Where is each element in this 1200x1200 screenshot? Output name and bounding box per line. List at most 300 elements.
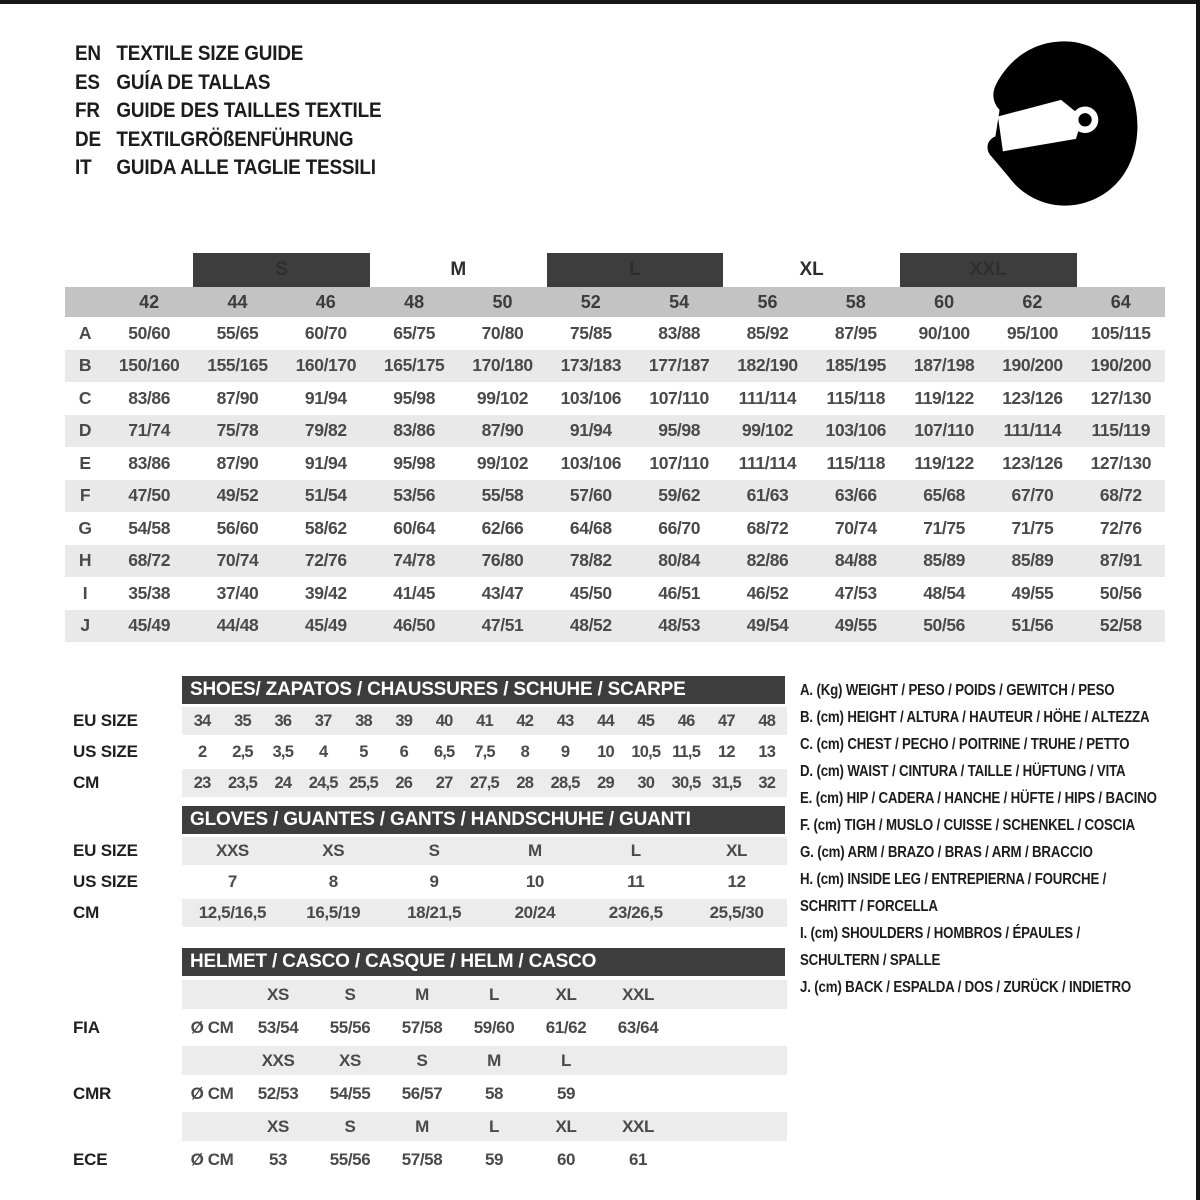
size-table-row bbox=[65, 545, 1165, 578]
size-value: 103/106 bbox=[560, 452, 622, 473]
size-value: 80/84 bbox=[635, 545, 723, 578]
size-value: 71/74 bbox=[105, 415, 193, 448]
size-value: 47/50 bbox=[105, 480, 193, 513]
size-value: 115/118 bbox=[826, 387, 886, 408]
size-value: 44/48 bbox=[193, 610, 281, 643]
size-value: 83/88 bbox=[658, 322, 701, 343]
shoe-size-value: 42 bbox=[505, 707, 545, 735]
helmet-size-value: 63/64 bbox=[617, 1017, 659, 1037]
helmet-size-header: S bbox=[314, 980, 386, 1009]
glove-size-value: 18/21,5 bbox=[384, 899, 485, 927]
helmet-size-header: XS bbox=[242, 1112, 314, 1141]
size-column-header: 56 bbox=[723, 287, 811, 317]
size-value: 91/94 bbox=[304, 387, 347, 408]
language-code: EN bbox=[75, 42, 101, 66]
size-value: 63/66 bbox=[812, 480, 900, 513]
shoe-size-value: 36 bbox=[263, 707, 303, 735]
legend-item bbox=[800, 758, 1200, 785]
size-value: 87/91 bbox=[1077, 545, 1165, 578]
shoe-size-value: 4 bbox=[318, 742, 328, 761]
size-value: 127/130 bbox=[1090, 387, 1152, 408]
shoe-size-value: 26 bbox=[384, 769, 424, 797]
size-value: 60/70 bbox=[304, 322, 347, 343]
sub-table-row bbox=[65, 769, 787, 797]
size-value: 105/115 bbox=[1091, 322, 1151, 343]
size-value: 47/51 bbox=[458, 610, 546, 643]
legend-item bbox=[800, 785, 1200, 812]
language-row bbox=[75, 40, 381, 69]
shoe-size-value: 8 bbox=[520, 742, 529, 761]
size-value: 107/110 bbox=[649, 452, 709, 473]
helmet-size-header: XS bbox=[314, 1046, 386, 1075]
size-value: 84/88 bbox=[812, 545, 900, 578]
size-table-row bbox=[65, 447, 1165, 480]
size-value: 50/60 bbox=[128, 322, 171, 343]
shoe-size-value: 6 bbox=[399, 742, 408, 761]
size-value: 55/58 bbox=[458, 480, 546, 513]
size-column-header: 60 bbox=[900, 287, 988, 317]
row-label: ECE bbox=[65, 1145, 182, 1174]
table-title-bar: GLOVES / GUANTES / GANTS / HANDSCHUHE / GUANTI bbox=[182, 806, 785, 834]
language-code: FR bbox=[75, 99, 100, 123]
size-value: 70/74 bbox=[834, 517, 877, 538]
legend-line: F. (cm) TIGH / MUSLO / CUISSE / SCHENKEL / COSCIA bbox=[800, 817, 1136, 834]
helmet-size-header: L bbox=[458, 1112, 530, 1141]
size-value: 87/90 bbox=[458, 415, 546, 448]
language-row bbox=[75, 97, 381, 126]
size-value: 82/86 bbox=[723, 545, 811, 578]
size-value: 103/106 bbox=[812, 415, 900, 448]
shoe-size-value: 23,5 bbox=[222, 769, 262, 797]
glove-size-value: XXS bbox=[182, 837, 283, 865]
size-value: 65/68 bbox=[900, 480, 988, 513]
shoe-size-value: 24,5 bbox=[303, 769, 343, 797]
legend-line: J. (cm) BACK / ESPALDA / DOS / ZURÜCK / INDIETRO bbox=[800, 979, 1132, 996]
helmet-size-value: 55/56 bbox=[329, 1149, 371, 1169]
row-label bbox=[65, 1046, 182, 1075]
row-label: CM bbox=[65, 899, 182, 927]
language-row bbox=[75, 69, 381, 98]
size-value: 49/55 bbox=[1011, 582, 1054, 603]
row-letter: F bbox=[65, 480, 105, 513]
size-value: 48/52 bbox=[547, 610, 635, 643]
helmet-size-header: XXL bbox=[602, 980, 674, 1009]
unit-cell bbox=[182, 1112, 242, 1141]
sub-table-row bbox=[65, 868, 787, 896]
size-band-XXL: XXL bbox=[900, 253, 1077, 287]
shoe-size-value: 2 bbox=[197, 742, 207, 761]
size-value: 58/62 bbox=[304, 517, 347, 538]
table-title-bar: HELMET / CASCO / CASQUE / HELM / CASCO bbox=[182, 948, 785, 976]
size-value: 99/102 bbox=[723, 415, 811, 448]
size-value: 115/118 bbox=[826, 452, 886, 473]
sub-table-row bbox=[65, 1079, 787, 1108]
helmet-size-value: 57/58 bbox=[401, 1149, 443, 1169]
size-band-XL: XL bbox=[799, 259, 824, 280]
row-letter: B bbox=[65, 350, 105, 383]
unit-cell: Ø CM bbox=[190, 1017, 234, 1037]
row-letter: E bbox=[79, 452, 91, 473]
shoe-size-value: 31,5 bbox=[706, 769, 746, 797]
row-letter: A bbox=[78, 322, 92, 343]
size-value: 85/89 bbox=[900, 545, 988, 578]
page-right-border bbox=[1196, 0, 1200, 1200]
size-column-header: 54 bbox=[635, 287, 723, 317]
shoe-size-value: 27 bbox=[424, 769, 464, 797]
size-column-header: 44 bbox=[193, 287, 281, 317]
legend-item bbox=[800, 920, 1200, 974]
size-value: 75/78 bbox=[193, 415, 281, 448]
row-label: CM bbox=[65, 769, 182, 797]
size-value: 78/82 bbox=[547, 545, 635, 578]
shoe-size-value: 11,5 bbox=[672, 742, 701, 761]
filler-cell bbox=[674, 1079, 787, 1108]
size-value: 160/170 bbox=[282, 350, 370, 383]
filler-cell bbox=[674, 1145, 787, 1174]
shoe-size-value: 38 bbox=[343, 707, 383, 735]
size-value: 35/38 bbox=[128, 582, 171, 603]
size-value: 111/114 bbox=[738, 452, 797, 473]
sub-table-row bbox=[65, 738, 787, 766]
sub-table-row bbox=[65, 1013, 787, 1042]
sub-table-row bbox=[65, 837, 787, 865]
size-value: 123/126 bbox=[1002, 452, 1063, 473]
helmet-size-header: XL bbox=[530, 980, 602, 1009]
size-value: 68/72 bbox=[1077, 480, 1165, 513]
size-value: 64/68 bbox=[569, 517, 612, 538]
size-value: 50/56 bbox=[900, 610, 988, 643]
size-value: 185/195 bbox=[812, 350, 900, 383]
glove-size-value: 16,5/19 bbox=[283, 899, 384, 927]
size-value: 45/49 bbox=[105, 610, 193, 643]
size-value: 187/198 bbox=[900, 350, 988, 383]
language-title: GUIDA ALLE TAGLIE TESSILI bbox=[116, 156, 376, 180]
row-label: CMR bbox=[65, 1079, 182, 1108]
sub-table-row bbox=[65, 899, 787, 927]
size-value: 123/126 bbox=[1002, 387, 1063, 408]
size-value: 46/52 bbox=[746, 582, 789, 603]
size-value: 95/98 bbox=[635, 415, 723, 448]
size-value: 75/85 bbox=[569, 322, 612, 343]
size-band-L: L bbox=[547, 253, 724, 287]
helmet-size-value: 55/56 bbox=[329, 1017, 371, 1037]
helmet-size-header: XL bbox=[530, 1112, 602, 1141]
legend-item bbox=[800, 704, 1200, 731]
size-value: 51/56 bbox=[988, 610, 1076, 643]
shoe-size-value: 5 bbox=[359, 742, 368, 761]
size-value: 68/72 bbox=[105, 545, 193, 578]
size-value: 46/51 bbox=[658, 582, 701, 603]
helmet-size-header bbox=[602, 1046, 674, 1075]
size-value: 111/114 bbox=[738, 387, 797, 408]
helmet-size-value: 59 bbox=[556, 1083, 576, 1103]
size-value: 119/122 bbox=[914, 452, 974, 473]
unit-cell: Ø CM bbox=[190, 1149, 234, 1169]
size-band-M: M bbox=[450, 259, 467, 280]
language-row bbox=[75, 154, 381, 183]
helmet-size-value: 60 bbox=[556, 1149, 576, 1169]
size-value: 70/74 bbox=[193, 545, 281, 578]
shoe-size-value: 13 bbox=[758, 742, 776, 761]
helmet-size-header: S bbox=[386, 1046, 458, 1075]
size-value: 71/75 bbox=[1011, 517, 1054, 538]
size-value: 46/50 bbox=[370, 610, 458, 643]
size-value: 155/165 bbox=[193, 350, 281, 383]
glove-size-value: XS bbox=[283, 837, 384, 865]
helmet-size-value: 56/57 bbox=[401, 1083, 443, 1103]
size-value: 49/52 bbox=[193, 480, 281, 513]
shoe-size-value: 30,5 bbox=[666, 769, 706, 797]
size-value: 55/65 bbox=[216, 322, 259, 343]
shoes-table bbox=[65, 704, 787, 800]
size-value: 41/45 bbox=[393, 582, 436, 603]
legend-line: E. (cm) HIP / CADERA / HANCHE / HÜFTE / HIPS / BACINO bbox=[800, 790, 1157, 807]
size-band-empty bbox=[65, 253, 193, 287]
size-column-header: 52 bbox=[547, 287, 635, 317]
helmet-table-section bbox=[65, 948, 787, 1178]
shoe-size-value: 12 bbox=[718, 742, 735, 761]
legend-item bbox=[800, 974, 1200, 1001]
shoe-size-value: 2,5 bbox=[232, 742, 253, 761]
size-value: 43/47 bbox=[481, 582, 524, 603]
helmet-size-value: 53 bbox=[268, 1149, 288, 1169]
size-value: 45/50 bbox=[569, 582, 612, 603]
row-label: FIA bbox=[65, 1013, 182, 1042]
shoe-size-value: 6,5 bbox=[433, 742, 455, 761]
row-label: US SIZE bbox=[65, 738, 182, 766]
size-value: 150/160 bbox=[105, 350, 193, 383]
size-value: 68/72 bbox=[746, 517, 789, 538]
size-column-header: 42 bbox=[105, 287, 193, 317]
size-value: 52/58 bbox=[1077, 610, 1165, 643]
legend-line: B. (cm) HEIGHT / ALTURA / HAUTEUR / HÖHE / ALTEZZA bbox=[800, 709, 1150, 726]
language-title: TEXTILGRÖßENFÜHRUNG bbox=[116, 127, 354, 151]
size-value: 95/98 bbox=[393, 387, 436, 408]
size-value: 115/119 bbox=[1077, 415, 1165, 448]
language-code: DE bbox=[75, 127, 101, 151]
size-value: 95/100 bbox=[1006, 322, 1059, 343]
row-label bbox=[65, 980, 182, 1009]
sub-table-row bbox=[65, 707, 787, 735]
size-value: 37/40 bbox=[216, 582, 259, 603]
size-value: 190/200 bbox=[988, 350, 1076, 383]
size-column-header: 48 bbox=[370, 287, 458, 317]
shoe-size-value: 3,5 bbox=[272, 742, 294, 761]
shoe-size-value: 48 bbox=[747, 707, 787, 735]
helmet-size-header: L bbox=[530, 1046, 602, 1075]
glove-size-value: 12 bbox=[727, 872, 746, 891]
legend-item bbox=[800, 812, 1200, 839]
helmet-size-value: 59 bbox=[484, 1149, 504, 1169]
shoe-size-value: 41 bbox=[464, 707, 504, 735]
size-value: 87/90 bbox=[216, 387, 259, 408]
helmet-size-value: 58 bbox=[484, 1083, 504, 1103]
filler-cell bbox=[674, 1112, 787, 1141]
size-value: 85/89 bbox=[988, 545, 1076, 578]
size-value: 59/62 bbox=[635, 480, 723, 513]
helmet-size-value: 54/55 bbox=[329, 1083, 371, 1103]
legend-line: D. (cm) WAIST / CINTURA / TAILLE / HÜFTUNG / VITA bbox=[800, 763, 1126, 780]
glove-size-value: 23/26,5 bbox=[585, 899, 686, 927]
unit-cell bbox=[182, 980, 242, 1009]
legend-item bbox=[800, 866, 1200, 920]
gloves-table bbox=[65, 834, 787, 930]
glove-size-value: M bbox=[484, 837, 585, 865]
size-header-row bbox=[65, 287, 1165, 317]
size-band-empty bbox=[1077, 253, 1165, 287]
helmet-size-value: 53/54 bbox=[257, 1017, 299, 1037]
size-column-header: 64 bbox=[1077, 287, 1165, 317]
size-value: 177/187 bbox=[635, 350, 723, 383]
legend-item bbox=[800, 731, 1200, 758]
size-value: 66/70 bbox=[658, 517, 701, 538]
size-value: 60/64 bbox=[393, 517, 436, 538]
size-column-header: 62 bbox=[988, 287, 1076, 317]
size-value: 70/80 bbox=[481, 322, 524, 343]
helmet-size-header: L bbox=[458, 980, 530, 1009]
textile-size-table bbox=[65, 253, 1165, 642]
shoe-size-value: 28,5 bbox=[545, 769, 585, 797]
size-value: 48/54 bbox=[923, 582, 966, 603]
helmet-size-value: 61 bbox=[628, 1149, 648, 1169]
helmet-icon bbox=[978, 36, 1144, 216]
size-value: 107/110 bbox=[649, 387, 709, 408]
row-letter: C bbox=[78, 387, 92, 408]
legend-line: G. (cm) ARM / BRAZO / BRAS / ARM / BRACCIO bbox=[800, 844, 1093, 861]
shoe-size-value: 46 bbox=[666, 707, 706, 735]
unit-cell bbox=[182, 1046, 242, 1075]
glove-size-value: 10 bbox=[525, 872, 544, 891]
size-value: 49/54 bbox=[723, 610, 811, 643]
shoe-size-value: 10,5 bbox=[631, 742, 661, 761]
helmet-size-header: XS bbox=[242, 980, 314, 1009]
shoe-size-value: 29 bbox=[585, 769, 625, 797]
legend bbox=[800, 677, 1200, 1001]
size-value: 87/90 bbox=[216, 452, 259, 473]
shoe-size-value: 39 bbox=[384, 707, 424, 735]
helmet-size-header: M bbox=[386, 1112, 458, 1141]
size-value: 51/54 bbox=[282, 480, 370, 513]
language-code: ES bbox=[75, 70, 100, 94]
shoe-size-value: 30 bbox=[626, 769, 666, 797]
helmet-size-value bbox=[602, 1079, 674, 1108]
size-band-row bbox=[65, 253, 1165, 287]
helmet-size-value: 59/60 bbox=[473, 1017, 515, 1037]
size-table-row bbox=[65, 512, 1165, 545]
size-value: 67/70 bbox=[988, 480, 1076, 513]
sub-table-row bbox=[65, 1046, 787, 1075]
helmet-size-value: 61/62 bbox=[545, 1017, 587, 1037]
size-value: 83/86 bbox=[128, 387, 171, 408]
shoe-size-value: 7,5 bbox=[474, 742, 495, 761]
size-value: 62/66 bbox=[481, 517, 524, 538]
glove-size-value: 12,5/16,5 bbox=[182, 899, 283, 927]
size-value: 49/55 bbox=[812, 610, 900, 643]
row-label: US SIZE bbox=[65, 868, 182, 896]
size-value: 47/53 bbox=[834, 582, 877, 603]
size-table-row bbox=[65, 480, 1165, 513]
legend-line: C. (cm) CHEST / PECHO / POITRINE / TRUHE / PETTO bbox=[800, 736, 1130, 753]
glove-size-value: 9 bbox=[429, 872, 439, 891]
glove-size-value: 25,5/30 bbox=[686, 899, 787, 927]
helmet-size-value: 57/58 bbox=[401, 1017, 443, 1037]
size-column-header: 46 bbox=[282, 287, 370, 317]
glove-size-value: XL bbox=[686, 837, 787, 865]
helmet-size-value: 52/53 bbox=[257, 1083, 299, 1103]
shoe-size-value: 32 bbox=[747, 769, 787, 797]
glove-size-value: S bbox=[384, 837, 485, 865]
shoe-size-value: 40 bbox=[424, 707, 464, 735]
shoe-size-value: 43 bbox=[545, 707, 585, 735]
glove-size-value: 8 bbox=[328, 872, 338, 891]
shoe-size-value: 44 bbox=[585, 707, 625, 735]
shoe-size-value: 24 bbox=[263, 769, 303, 797]
size-table-row bbox=[65, 415, 1165, 448]
language-title: GUÍA DE TALLAS bbox=[116, 70, 271, 94]
helmet-size-header: M bbox=[386, 980, 458, 1009]
shoe-size-value: 10 bbox=[597, 742, 614, 761]
shoe-size-value: 27,5 bbox=[464, 769, 504, 797]
glove-size-value: 20/24 bbox=[484, 899, 585, 927]
size-value: 48/53 bbox=[635, 610, 723, 643]
size-value: 165/175 bbox=[370, 350, 458, 383]
language-row bbox=[75, 126, 381, 155]
legend-line: A. (Kg) WEIGHT / PESO / POIDS / GEWITCH / PESO bbox=[800, 682, 1115, 699]
size-value: 72/76 bbox=[282, 545, 370, 578]
shoe-size-value: 47 bbox=[706, 707, 746, 735]
size-value: 61/63 bbox=[723, 480, 811, 513]
helmet-size-header: S bbox=[314, 1112, 386, 1141]
size-value: 83/86 bbox=[370, 415, 458, 448]
legend-item bbox=[800, 677, 1200, 704]
row-letter: G bbox=[78, 517, 92, 538]
helmet-table bbox=[65, 976, 787, 1178]
size-value: 107/110 bbox=[900, 415, 988, 448]
size-value: 83/86 bbox=[128, 452, 171, 473]
size-value: 50/56 bbox=[1099, 582, 1142, 603]
size-table-row bbox=[65, 350, 1165, 383]
row-letter: H bbox=[65, 545, 105, 578]
shoe-size-value: 37 bbox=[303, 707, 343, 735]
language-code: IT bbox=[75, 156, 92, 180]
size-value: 91/94 bbox=[304, 452, 347, 473]
size-value: 99/102 bbox=[476, 387, 529, 408]
shoe-size-value: 35 bbox=[222, 707, 262, 735]
size-value: 91/94 bbox=[547, 415, 635, 448]
helmet-size-header: M bbox=[458, 1046, 530, 1075]
size-value: 111/114 bbox=[988, 415, 1076, 448]
size-value: 103/106 bbox=[560, 387, 622, 408]
size-value: 85/92 bbox=[746, 322, 789, 343]
language-title: TEXTILE SIZE GUIDE bbox=[116, 42, 304, 66]
legend-line: SCHULTERN / SPALLE bbox=[800, 952, 941, 969]
helmet-size-header: XXL bbox=[602, 1112, 674, 1141]
gloves-table-section bbox=[65, 806, 787, 930]
row-label bbox=[65, 1112, 182, 1141]
glove-size-value: 11 bbox=[627, 872, 645, 891]
filler-cell bbox=[674, 1046, 787, 1075]
glove-size-value: 7 bbox=[227, 872, 237, 891]
size-value: 173/183 bbox=[547, 350, 635, 383]
shoes-table-section bbox=[65, 676, 787, 800]
size-value: 71/75 bbox=[923, 517, 966, 538]
size-value: 127/130 bbox=[1090, 452, 1152, 473]
language-title: GUIDE DES TAILLES TEXTILE bbox=[116, 99, 382, 123]
size-value: 90/100 bbox=[918, 322, 970, 343]
size-band-S: S bbox=[193, 253, 370, 287]
sub-table-row bbox=[65, 980, 787, 1009]
size-value: 79/82 bbox=[282, 415, 370, 448]
